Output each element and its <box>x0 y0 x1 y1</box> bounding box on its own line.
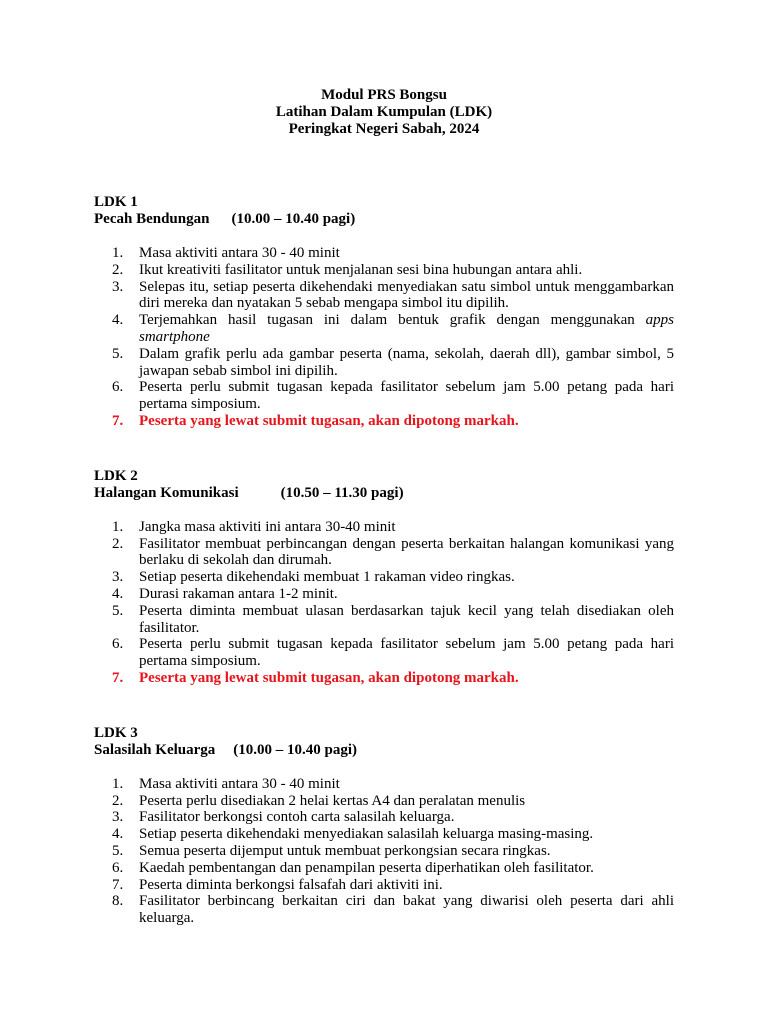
item-text: Peserta perlu submit tugasan kepada fasilitator sebelum jam 5.00 petang pada hari pertama simposium. <box>139 379 674 413</box>
item-number: 1. <box>112 245 124 261</box>
item-number: 4. <box>112 312 124 329</box>
item-number: 1. <box>112 518 124 535</box>
list-item <box>94 893 674 927</box>
item-text: Fasilitator membuat perbincangan dengan peserta berkaitan halangan komunikasi yang berlaku di sekolah dan dirumah. <box>139 535 674 569</box>
item-text: Masa aktiviti antara 30 - 40 minit <box>139 245 340 261</box>
list-item <box>94 519 674 536</box>
item-number: 2. <box>112 261 124 278</box>
item-number: 4. <box>112 585 124 602</box>
item-number: 7. <box>112 412 124 429</box>
item-text: Peserta perlu disediakan 2 helai kertas A4 dan peralatan menulis <box>139 792 526 809</box>
item-number: 2. <box>112 792 124 809</box>
item-number: 6. <box>112 379 124 396</box>
section-code: LDK 1 <box>94 194 138 210</box>
list-item <box>94 877 674 894</box>
list-item <box>94 536 674 570</box>
list-item <box>94 346 674 380</box>
section-time: (10.50 – 11.30 pagi) <box>280 484 404 501</box>
list-item <box>94 586 674 603</box>
item-text: Fasilitator berbincang berkaitan ciri dan bakat yang diwarisi oleh peserta dari ahli keluarga. <box>139 893 674 927</box>
item-text: Jangka masa aktiviti ini antara 30-40 minit <box>139 518 396 535</box>
list-item <box>94 809 674 826</box>
item-text: Fasilitator berkongsi contoh carta salasilah keluarga. <box>139 809 455 826</box>
document-title <box>94 87 674 138</box>
item-number: 3. <box>112 569 124 586</box>
item-number: 1. <box>112 775 124 792</box>
section-heading <box>94 742 674 759</box>
item-text: Dalam grafik perlu ada gambar peserta (nama, sekolah, daerah dll), gambar simbol, 5 jawapan sebab simbol ini dipilih. <box>139 345 674 379</box>
list-item <box>94 262 674 279</box>
item-text: Peserta diminta berkongsi falsafah dari aktiviti ini. <box>139 876 443 893</box>
item-text: Kaedah pembentangan dan penampilan peserta diperhatikan oleh fasilitator. <box>139 859 594 876</box>
item-text: Peserta yang lewat submit tugasan, akan dipotong markah. <box>139 412 519 429</box>
item-text: Setiap peserta dikehendaki membuat 1 rakaman video ringkas. <box>139 569 515 586</box>
list-item <box>94 279 674 313</box>
section-time: (10.00 – 10.40 pagi) <box>233 741 358 758</box>
section-heading <box>94 211 674 228</box>
section-ldk-1 <box>94 194 674 430</box>
list-item <box>94 776 674 793</box>
section-name: Halangan Komunikasi <box>94 484 239 501</box>
list-item <box>94 379 674 413</box>
item-number: 4. <box>112 826 124 843</box>
list-item <box>94 569 674 586</box>
section-ldk-3 <box>94 725 674 927</box>
item-number: 6. <box>112 636 124 653</box>
item-number: 8. <box>112 893 124 910</box>
item-text: Ikut kreativiti fasilitator untuk menjalanan sesi bina hubungan antara ahli. <box>139 261 583 278</box>
item-number: 3. <box>112 278 124 295</box>
section-name: Pecah Bendungan <box>94 211 210 227</box>
item-number: 5. <box>112 842 124 859</box>
item-number: 2. <box>112 535 124 552</box>
item-number: 7. <box>112 669 124 686</box>
item-number: 5. <box>112 345 124 362</box>
list-item <box>94 826 674 843</box>
instruction-list <box>94 776 674 927</box>
document-page <box>94 87 674 927</box>
list-item <box>94 843 674 860</box>
item-text: Peserta perlu submit tugasan kepada fasilitator sebelum jam 5.00 petang pada hari pertama simposium. <box>139 636 674 670</box>
section-ldk-2 <box>94 468 674 687</box>
item-text: Setiap peserta dikehendaki menyediakan salasilah keluarga masing-masing. <box>139 826 594 843</box>
title-line-1: Modul PRS Bongsu <box>321 87 447 103</box>
warning-item <box>94 670 674 687</box>
list-item <box>94 636 674 670</box>
section-code: LDK 2 <box>94 467 138 484</box>
title-line-2: Latihan Dalam Kumpulan (LDK) <box>275 104 493 120</box>
item-number: 6. <box>112 859 124 876</box>
list-item <box>94 860 674 877</box>
sections-container <box>94 194 674 927</box>
list-item <box>94 603 674 637</box>
list-item <box>94 245 674 262</box>
list-item <box>94 793 674 810</box>
section-code: LDK 3 <box>94 724 138 741</box>
instruction-list <box>94 519 674 687</box>
item-italic-text: apps smartphone <box>139 312 674 345</box>
item-text: Masa aktiviti antara 30 - 40 minit <box>139 775 340 792</box>
list-item <box>94 312 674 346</box>
item-text: Peserta yang lewat submit tugasan, akan dipotong markah. <box>139 669 519 686</box>
title-line-3: Peringkat Negeri Sabah, 2024 <box>288 121 480 137</box>
item-number: 7. <box>112 876 124 893</box>
instruction-list <box>94 245 674 430</box>
item-text: Semua peserta dijemput untuk membuat perkongsian secara ringkas. <box>139 842 551 859</box>
item-text: Peserta diminta membuat ulasan berdasarkan tajuk kecil yang telah disediakan oleh fasilitator. <box>139 602 674 636</box>
item-number: 5. <box>112 602 124 619</box>
item-text: Terjemahkan hasil tugasan ini dalam bentuk grafik dengan menggunakan <box>139 312 646 329</box>
warning-item <box>94 413 674 430</box>
item-text: Selepas itu, setiap peserta dikehendaki menyediakan satu simbol untuk menggambarkan diri mereka dan nyatakan 5 sebab mengapa simbol itu dipilih. <box>139 278 674 312</box>
item-number: 3. <box>112 809 124 826</box>
section-name: Salasilah Keluarga <box>94 741 216 758</box>
section-heading <box>94 485 674 502</box>
item-text: Durasi rakaman antara 1-2 minit. <box>139 585 338 602</box>
section-time: (10.00 – 10.40 pagi) <box>231 211 356 227</box>
